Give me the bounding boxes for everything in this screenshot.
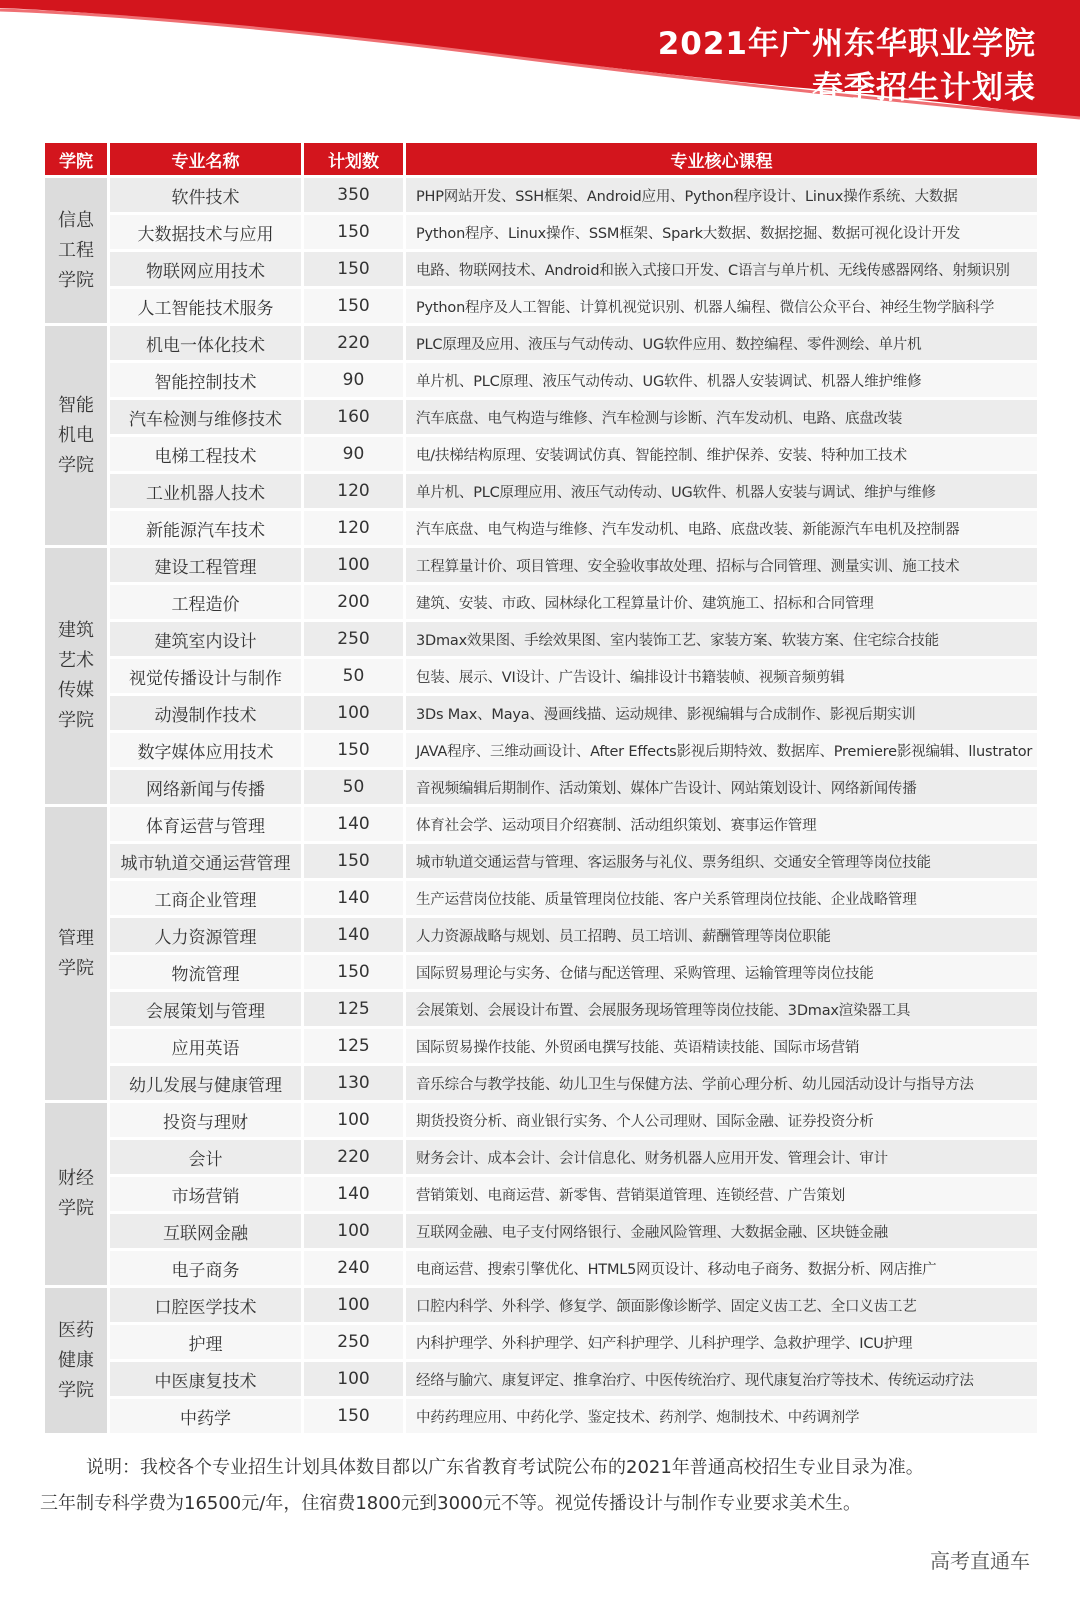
- page-title: [658, 22, 1036, 110]
- major-name-cell: 大数据技术与应用: [110, 215, 301, 249]
- major-name-cell: 体育运营与管理: [110, 807, 301, 841]
- core-courses-cell: 音视频编辑后期制作、活动策划、媒体广告设计、网站策划设计、网络新闻传播: [406, 770, 1037, 804]
- college-name-line: 学院: [58, 710, 94, 731]
- footnote: [40, 1450, 1050, 1522]
- table-row: [45, 622, 1037, 656]
- college-name-cell: [45, 1288, 107, 1433]
- college-name-line: 学院: [58, 957, 94, 979]
- major-name-cell: 市场营销: [110, 1177, 301, 1211]
- major-name-cell: 网络新闻与传播: [110, 770, 301, 804]
- major-name-cell: 护理: [110, 1325, 301, 1359]
- core-courses-cell: 包装、展示、VI设计、广告设计、编排设计书籍装帧、视频音频剪辑: [406, 659, 1037, 693]
- plan-count-cell: 150: [304, 252, 403, 286]
- plan-count-cell: 100: [304, 1362, 403, 1396]
- major-name-cell: 投资与理财: [110, 1103, 301, 1137]
- core-courses-cell: Python程序、Linux操作、SSM框架、Spark大数据、数据挖掘、数据可视化设计开发: [406, 215, 1037, 249]
- major-name-cell: 数字媒体应用技术: [110, 733, 301, 767]
- core-courses-cell: 电/扶梯结构原理、安装调试仿真、智能控制、维护保养、安装、特种加工技术: [406, 437, 1037, 471]
- major-name-cell: 工业机器人技术: [110, 474, 301, 508]
- column-header-plan: 计划数: [304, 143, 403, 175]
- core-courses-cell: 城市轨道交通运营与管理、客运服务与礼仪、票务组织、交通安全管理等岗位技能: [406, 844, 1037, 878]
- table-row: [45, 1103, 1037, 1137]
- core-courses-cell: 国际贸易操作技能、外贸函电撰写技能、英语精读技能、国际市场营销: [406, 1029, 1037, 1063]
- table-row: [45, 696, 1037, 730]
- college-name-line: 学院: [58, 269, 94, 291]
- major-name-cell: 幼儿发展与健康管理: [110, 1066, 301, 1100]
- plan-count-cell: 140: [304, 1177, 403, 1211]
- plan-count-cell: 100: [304, 1214, 403, 1248]
- college-name-line: 医药: [58, 1319, 94, 1341]
- major-name-cell: 动漫制作技术: [110, 696, 301, 730]
- table-row: [45, 511, 1037, 545]
- major-name-cell: 会计: [110, 1140, 301, 1174]
- core-courses-cell: 音乐综合与教学技能、幼儿卫生与保健方法、学前心理分析、幼儿园活动设计与指导方法: [406, 1066, 1037, 1100]
- core-courses-cell: 汽车底盘、电气构造与维修、汽车检测与诊断、汽车发动机、电路、底盘改装: [406, 400, 1037, 434]
- plan-count-cell: 100: [304, 1288, 403, 1322]
- plan-count-cell: 240: [304, 1251, 403, 1285]
- college-name-cell: [45, 548, 107, 804]
- footnote-line-2: 三年制专科学费为16500元/年，住宿费1800元到3000元不等。视觉传播设计与制作专业要求美术生。: [40, 1493, 861, 1514]
- plan-count-cell: 150: [304, 1399, 403, 1433]
- core-courses-cell: 人力资源战略与规划、员工招聘、员工培训、薪酬管理等岗位职能: [406, 918, 1037, 952]
- major-name-cell: 工程造价: [110, 585, 301, 619]
- core-courses-cell: PLC原理及应用、液压与气动传动、UG软件应用、数控编程、零件测绘、单片机: [406, 326, 1037, 360]
- core-courses-cell: 国际贸易理论与实务、仓储与配送管理、采购管理、运输管理等岗位技能: [406, 955, 1037, 989]
- plan-count-cell: 250: [304, 1325, 403, 1359]
- plan-count-cell: 220: [304, 326, 403, 360]
- plan-count-cell: 150: [304, 844, 403, 878]
- major-name-cell: 机电一体化技术: [110, 326, 301, 360]
- major-name-cell: 汽车检测与维修技术: [110, 400, 301, 434]
- table-row: [45, 400, 1037, 434]
- table-row: [45, 844, 1037, 878]
- plan-count-cell: 120: [304, 511, 403, 545]
- college-name-line: 机电: [58, 424, 94, 446]
- major-name-cell: 建设工程管理: [110, 548, 301, 582]
- major-name-cell: 会展策划与管理: [110, 992, 301, 1026]
- major-name-cell: 口腔医学技术: [110, 1288, 301, 1322]
- major-name-cell: 应用英语: [110, 1029, 301, 1063]
- college-name-line: 学院: [58, 1198, 94, 1219]
- plan-count-cell: 140: [304, 918, 403, 952]
- table-row: [45, 955, 1037, 989]
- plan-count-cell: 150: [304, 215, 403, 249]
- table-row: [45, 1177, 1037, 1211]
- plan-count-cell: 220: [304, 1140, 403, 1174]
- college-name-line: 学院: [58, 1379, 94, 1401]
- college-name-line: 智能: [58, 394, 94, 416]
- table-row: [45, 659, 1037, 693]
- table-row: [45, 474, 1037, 508]
- major-name-cell: 软件技术: [110, 178, 301, 212]
- table-row: [45, 363, 1037, 397]
- core-courses-cell: 内科护理学、外科护理学、妇产科护理学、儿科护理学、急救护理学、ICU护理: [406, 1325, 1037, 1359]
- core-courses-cell: 汽车底盘、电气构造与维修、汽车发动机、电路、底盘改装、新能源汽车电机及控制器: [406, 511, 1037, 545]
- table-row: [45, 1325, 1037, 1359]
- table-row: [45, 733, 1037, 767]
- column-header-major: 专业名称: [110, 143, 301, 175]
- core-courses-cell: 财务会计、成本会计、会计信息化、财务机器人应用开发、管理会计、审计: [406, 1140, 1037, 1174]
- core-courses-cell: 互联网金融、电子支付网络银行、金融风险管理、大数据金融、区块链金融: [406, 1214, 1037, 1248]
- major-name-cell: 视觉传播设计与制作: [110, 659, 301, 693]
- college-name-line: 传媒: [58, 680, 94, 701]
- plan-count-cell: 125: [304, 1029, 403, 1063]
- core-courses-cell: 3Ds Max、Maya、漫画线描、运动规律、影视编辑与合成制作、影视后期实训: [406, 696, 1037, 730]
- plan-count-cell: 125: [304, 992, 403, 1026]
- table-row: [45, 548, 1037, 582]
- major-name-cell: 物联网应用技术: [110, 252, 301, 286]
- table-header-row: [45, 143, 1037, 175]
- column-header-college: 学院: [45, 143, 107, 175]
- table-row: [45, 289, 1037, 323]
- table-row: [45, 918, 1037, 952]
- major-name-cell: 新能源汽车技术: [110, 511, 301, 545]
- core-courses-cell: 电商运营、搜索引擎优化、HTML5网页设计、移动电子商务、数据分析、网店推广: [406, 1251, 1037, 1285]
- core-courses-cell: 3Dmax效果图、手绘效果图、室内装饰工艺、家装方案、软装方案、住宅综合技能: [406, 622, 1037, 656]
- table-row: [45, 437, 1037, 471]
- plan-count-cell: 150: [304, 955, 403, 989]
- enrollment-plan-table: [42, 140, 1040, 1436]
- major-name-cell: 人力资源管理: [110, 918, 301, 952]
- college-name-line: 工程: [58, 239, 94, 261]
- plan-count-cell: 90: [304, 437, 403, 471]
- plan-count-cell: 350: [304, 178, 403, 212]
- core-courses-cell: 建筑、安装、市政、园林绿化工程算量计价、建筑施工、招标和合同管理: [406, 585, 1037, 619]
- table-row: [45, 1066, 1037, 1100]
- core-courses-cell: 口腔内科学、外科学、修复学、颌面影像诊断学、固定义齿工艺、全口义齿工艺: [406, 1288, 1037, 1322]
- core-courses-cell: 会展策划、会展设计布置、会展服务现场管理等岗位技能、3Dmax渲染器工具: [406, 992, 1037, 1026]
- plan-count-cell: 90: [304, 363, 403, 397]
- table-row: [45, 1251, 1037, 1285]
- plan-count-cell: 100: [304, 696, 403, 730]
- plan-count-cell: 250: [304, 622, 403, 656]
- core-courses-cell: PHP网站开发、SSH框架、Android应用、Python程序设计、Linux操作系统、大数据: [406, 178, 1037, 212]
- core-courses-cell: 中药药理应用、中药化学、鉴定技术、药剂学、炮制技术、中药调剂学: [406, 1399, 1037, 1433]
- major-name-cell: 智能控制技术: [110, 363, 301, 397]
- college-name-line: 学院: [58, 454, 94, 476]
- title-line-1: 2021年广州东华职业学院: [657, 26, 1036, 62]
- college-name-line: 艺术: [58, 650, 94, 671]
- college-name-line: 健康: [58, 1349, 94, 1371]
- table-row: [45, 1140, 1037, 1174]
- core-courses-cell: 体育社会学、运动项目介绍赛制、活动组织策划、赛事运作管理: [406, 807, 1037, 841]
- college-name-cell: [45, 178, 107, 323]
- core-courses-cell: 单片机、PLC原理应用、液压气动传动、UG软件、机器人安装与调试、维护与维修: [406, 474, 1037, 508]
- core-courses-cell: Python程序及人工智能、计算机视觉识别、机器人编程、微信公众平台、神经生物学脑科学: [406, 289, 1037, 323]
- plan-count-cell: 150: [304, 289, 403, 323]
- college-name-cell: [45, 807, 107, 1100]
- watermark-text: 高考直通车: [930, 1549, 1030, 1573]
- major-name-cell: 城市轨道交通运营管理: [110, 844, 301, 878]
- table-row: [45, 1399, 1037, 1433]
- table-row: [45, 585, 1037, 619]
- table-row: [45, 326, 1037, 360]
- plan-count-cell: 140: [304, 807, 403, 841]
- college-name-line: 建筑: [58, 620, 94, 641]
- plan-count-cell: 120: [304, 474, 403, 508]
- table-row: [45, 881, 1037, 915]
- plan-count-cell: 50: [304, 770, 403, 804]
- plan-count-cell: 150: [304, 733, 403, 767]
- core-courses-cell: 营销策划、电商运营、新零售、营销渠道管理、连锁经营、广告策划: [406, 1177, 1037, 1211]
- major-name-cell: 互联网金融: [110, 1214, 301, 1248]
- plan-count-cell: 100: [304, 1103, 403, 1137]
- table-row: [45, 992, 1037, 1026]
- table-row: [45, 770, 1037, 804]
- table-row: [45, 1288, 1037, 1322]
- table-row: [45, 1362, 1037, 1396]
- table-row: [45, 1029, 1037, 1063]
- major-name-cell: 人工智能技术服务: [110, 289, 301, 323]
- college-name-cell: [45, 326, 107, 545]
- major-name-cell: 电梯工程技术: [110, 437, 301, 471]
- table-row: [45, 215, 1037, 249]
- core-courses-cell: 工程算量计价、项目管理、安全验收事故处理、招标与合同管理、测量实训、施工技术: [406, 548, 1037, 582]
- table-row: [45, 1214, 1037, 1248]
- major-name-cell: 中医康复技术: [110, 1362, 301, 1396]
- plan-count-cell: 160: [304, 400, 403, 434]
- core-courses-cell: 期货投资分析、商业银行实务、个人公司理财、国际金融、证券投资分析: [406, 1103, 1037, 1137]
- table-row: [45, 252, 1037, 286]
- college-name-cell: [45, 1103, 107, 1285]
- title-line-2: 春季招生计划表: [812, 70, 1036, 106]
- plan-count-cell: 200: [304, 585, 403, 619]
- footnote-line-1: 说明：我校各个专业招生计划具体数目都以广东省教育考试院公布的2021年普通高校招生专业目录为准。: [86, 1457, 924, 1478]
- college-name-line: 管理: [58, 927, 94, 949]
- plan-count-cell: 130: [304, 1066, 403, 1100]
- plan-count-cell: 50: [304, 659, 403, 693]
- column-header-courses: 专业核心课程: [406, 143, 1037, 175]
- major-name-cell: 建筑室内设计: [110, 622, 301, 656]
- core-courses-cell: 电路、物联网技术、Android和嵌入式接口开发、C语言与单片机、无线传感器网络、射频识别: [406, 252, 1037, 286]
- major-name-cell: 电子商务: [110, 1251, 301, 1285]
- major-name-cell: 物流管理: [110, 955, 301, 989]
- core-courses-cell: 单片机、PLC原理、液压气动传动、UG软件、机器人安装调试、机器人维护维修: [406, 363, 1037, 397]
- core-courses-cell: 经络与腧穴、康复评定、推拿治疗、中医传统治疗、现代康复治疗等技术、传统运动疗法: [406, 1362, 1037, 1396]
- college-name-line: 财经: [58, 1168, 94, 1189]
- core-courses-cell: JAVA程序、三维动画设计、After Effects影视后期特效、数据库、Premiere影视编辑、llustrator: [406, 733, 1037, 767]
- college-name-line: 信息: [58, 209, 94, 231]
- table-row: [45, 807, 1037, 841]
- plan-count-cell: 100: [304, 548, 403, 582]
- major-name-cell: 中药学: [110, 1399, 301, 1433]
- plan-count-cell: 140: [304, 881, 403, 915]
- table-body: [45, 178, 1037, 1433]
- major-name-cell: 工商企业管理: [110, 881, 301, 915]
- core-courses-cell: 生产运营岗位技能、质量管理岗位技能、客户关系管理岗位技能、企业战略管理: [406, 881, 1037, 915]
- table-row: [45, 178, 1037, 212]
